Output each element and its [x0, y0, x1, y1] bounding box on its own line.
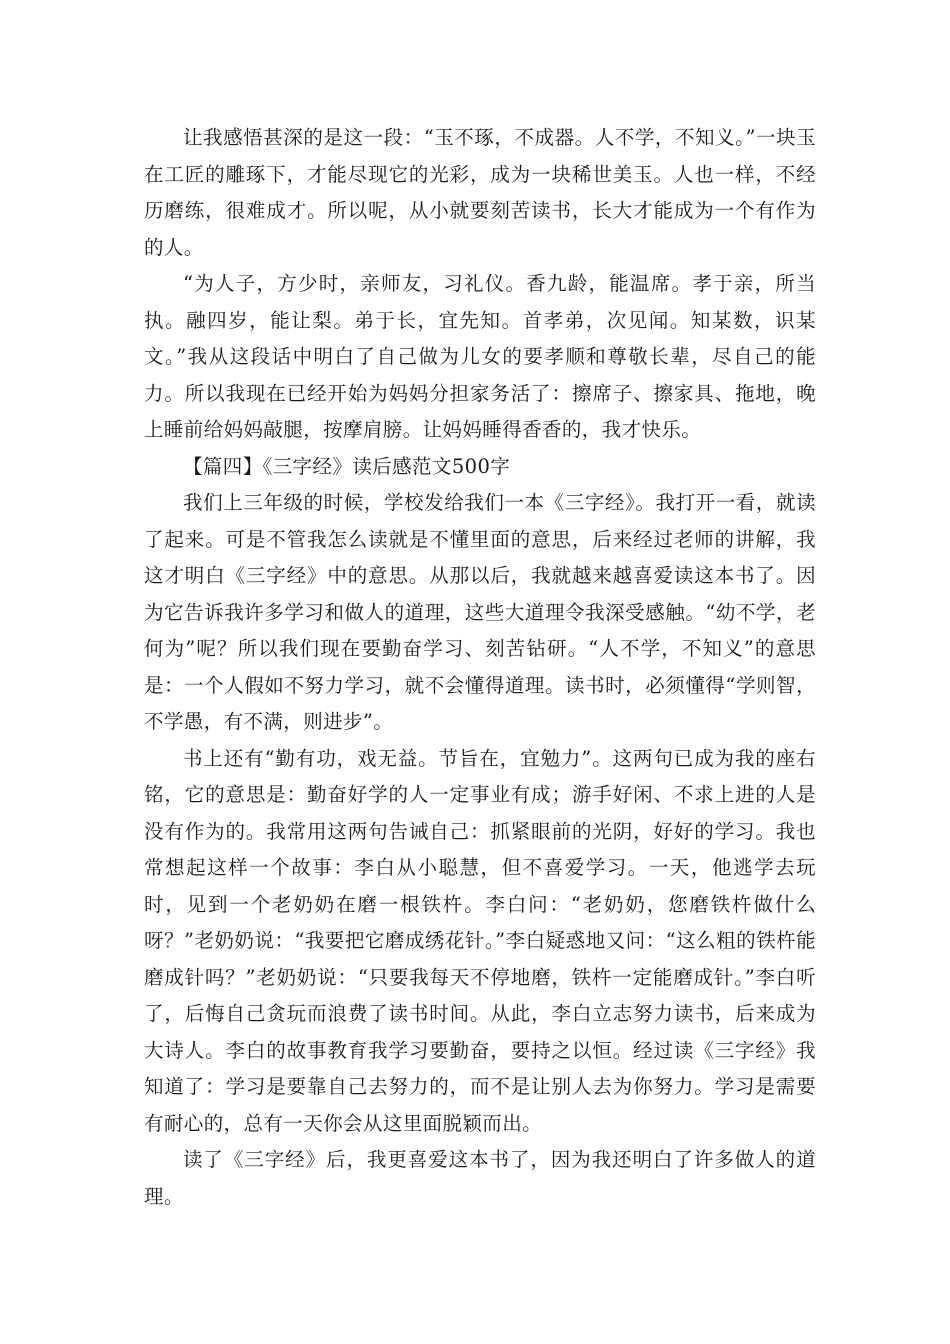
paragraph-filial-piety: “为人子，方少时，亲师友，习礼仪。香九龄，能温席。孝于亲，所当执。融四岁，能让梨。弟于长，宜先知。首孝弟，次见闻。知某数，识某文。”我从这段话中明白了自己做为儿女的要孝顺和尊敬长辈，尽自己的能力。所以我现在已经开始为妈妈分担家务活了：擦席子、擦家具、拖地，晚上睡前给妈妈敲腿，按摩肩膀。让妈妈睡得香香的，我才快乐。: [144, 272, 816, 441]
document-page: [144, 120, 816, 1220]
paragraph-conclusion: 读了《三字经》后，我更喜爱这本书了，因为我还明白了许多做人的道理。: [144, 1148, 816, 1208]
paragraph-third-grade: 我们上三年级的时候，学校发给我们一本《三字经》。我打开一看，就读了起来。可是不管我怎么读就是不懂里面的意思，后来经过老师的讲解，我这才明白《三字经》中的意思。从那以后，我就越来越喜爱读这本书了。因为它告诉我许多学习和做人的道理，这些大道理令我深受感触。“幼不学，老何为”呢？所以我们现在要勤奋学习、刻苦钻研。“人不学，不知义”的意思是：一个人假如不努力学习，就不会懂得道理。读书时，必须懂得“学则智，不学愚，有不满，则进步”。: [144, 491, 816, 733]
paragraph-li-bai: 书上还有“勤有功，戏无益。节旨在，宜勉力”。这两句已成为我的座右铭，它的意思是：勤奋好学的人一定事业有成；游手好闲、不求上进的人是没有作为的。我常用这两句告诫自己：抓紧眼前的光阴，好好的学习。我也常想起这样一个故事：李白从小聪慧，但不喜爱学习。一天，他逃学去玩时，见到一个老奶奶在磨一根铁杵。李白问：“老奶奶，您磨铁杵做什么呀？”老奶奶说：“我要把它磨成绣花针。”李白疑惑地又问：“这么粗的铁杵能磨成针吗？”老奶奶说：“只要我每天不停地磨，铁杵一定能磨成针。”李白听了，后悔自己贪玩而浪费了读书时间。从此，李白立志努力读书，后来成为大诗人。李白的故事教育我学习要勤奋，要持之以恒。经过读《三字经》我知道了：学习是要靠自己去努力的，而不是让别人去为你努力。学习是需要有耐心的，总有一天你会从这里面脱颖而出。: [144, 746, 816, 1135]
section-heading: 【篇四】《三字经》读后感范文500字: [183, 454, 511, 478]
paragraph-jade: 让我感悟甚深的是这一段：“玉不琢，不成器。人不学，不知义。”一块玉在工匠的雕琢下，才能尽现它的光彩，成为一块稀世美玉。人也一样，不经历磨练，很难成才。所以呢，从小就要刻苦读书，长大才能成为一个有作为的人。: [144, 126, 816, 259]
